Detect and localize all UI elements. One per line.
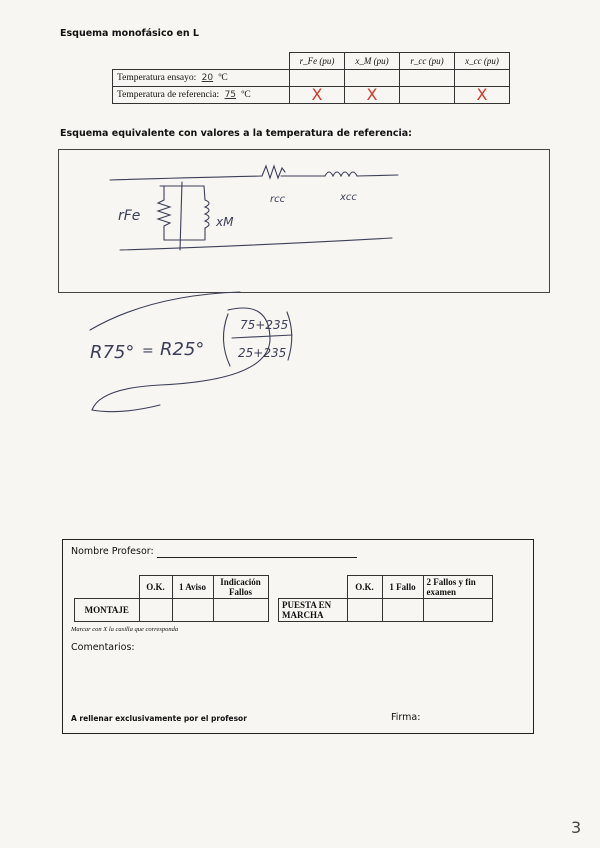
- test-temperature-cell: [113, 70, 290, 87]
- formula-denominator: 25+235: [238, 346, 287, 360]
- header-rfe: r_Fe (pu): [290, 53, 345, 70]
- startup-fault-cell[interactable]: [382, 599, 423, 622]
- assembly-ok-cell[interactable]: [139, 599, 172, 622]
- mark-rfe: X: [290, 87, 345, 104]
- formula-lhs: R75°: [90, 342, 135, 363]
- assembly-row-label: MONTAJE: [75, 599, 140, 622]
- evaluation-box: [62, 539, 534, 734]
- startup-two-faults-cell[interactable]: [423, 599, 492, 622]
- startup-fault-header: 1 Fallo: [382, 576, 423, 599]
- xm-label: xM: [216, 215, 234, 229]
- marking-note: Marcar con X la casilla que corresponda: [71, 626, 179, 633]
- professor-only-note: A rellenar exclusivamente por el profesor: [71, 714, 247, 723]
- reference-temperature-value: 75: [224, 90, 237, 100]
- assembly-faults-header: Indicación Fallos: [213, 576, 268, 599]
- reference-temperature-unit: ºC: [241, 90, 251, 100]
- mark-rcc: [400, 87, 455, 104]
- comments-label: Comentarios:: [71, 642, 135, 653]
- mark-xcc: X: [455, 87, 510, 104]
- startup-ok-cell[interactable]: [347, 599, 382, 622]
- startup-two-faults-header: 2 Fallos y fin examen: [423, 576, 492, 599]
- cell-r1-xm: [345, 70, 400, 87]
- assembly-table: [74, 575, 269, 622]
- header-xcc: x_cc (pu): [455, 53, 510, 70]
- header-rcc: r_cc (pu): [400, 53, 455, 70]
- assembly-warning-cell[interactable]: [172, 599, 213, 622]
- equivalent-circuit-title: Esquema equivalente con valores a la temperatura de referencia:: [60, 128, 412, 139]
- rfe-label: rFe: [118, 208, 141, 224]
- cell-r1-rcc: [400, 70, 455, 87]
- xcc-label: xcc: [340, 192, 357, 203]
- cell-r1-xcc: [455, 70, 510, 87]
- professor-name-label: Nombre Profesor:: [71, 546, 154, 557]
- assembly-warning-header: 1 Aviso: [172, 576, 213, 599]
- page-number: 3: [571, 818, 582, 837]
- reference-temperature-cell: [113, 87, 290, 104]
- header-xm: x_M (pu): [345, 53, 400, 70]
- cell-r1-rfe: [290, 70, 345, 87]
- assembly-ok-header: O.K.: [139, 576, 172, 599]
- reference-temperature-label: Temperatura de referencia:: [117, 90, 220, 100]
- mark-xm: X: [345, 87, 400, 104]
- test-temperature-unit: ºC: [218, 73, 228, 83]
- startup-ok-header: O.K.: [347, 576, 382, 599]
- startup-table: [278, 575, 493, 622]
- equivalent-circuit-box: [58, 149, 550, 293]
- rcc-label: rcc: [270, 194, 286, 205]
- startup-row-label: PUESTA EN MARCHA: [279, 599, 348, 622]
- test-temperature-value: 20: [201, 73, 214, 83]
- signature-label: Firma:: [391, 712, 421, 723]
- assembly-faults-cell[interactable]: [213, 599, 268, 622]
- professor-name-line[interactable]: [157, 557, 357, 558]
- formula-rhs: R25°: [160, 339, 205, 360]
- single-phase-title: Esquema monofásico en L: [60, 28, 199, 39]
- parameter-table: [112, 52, 510, 104]
- formula-numerator: 75+235: [240, 318, 289, 332]
- svg-text:=: =: [142, 343, 154, 359]
- test-temperature-label: Temperatura ensayo:: [117, 73, 197, 83]
